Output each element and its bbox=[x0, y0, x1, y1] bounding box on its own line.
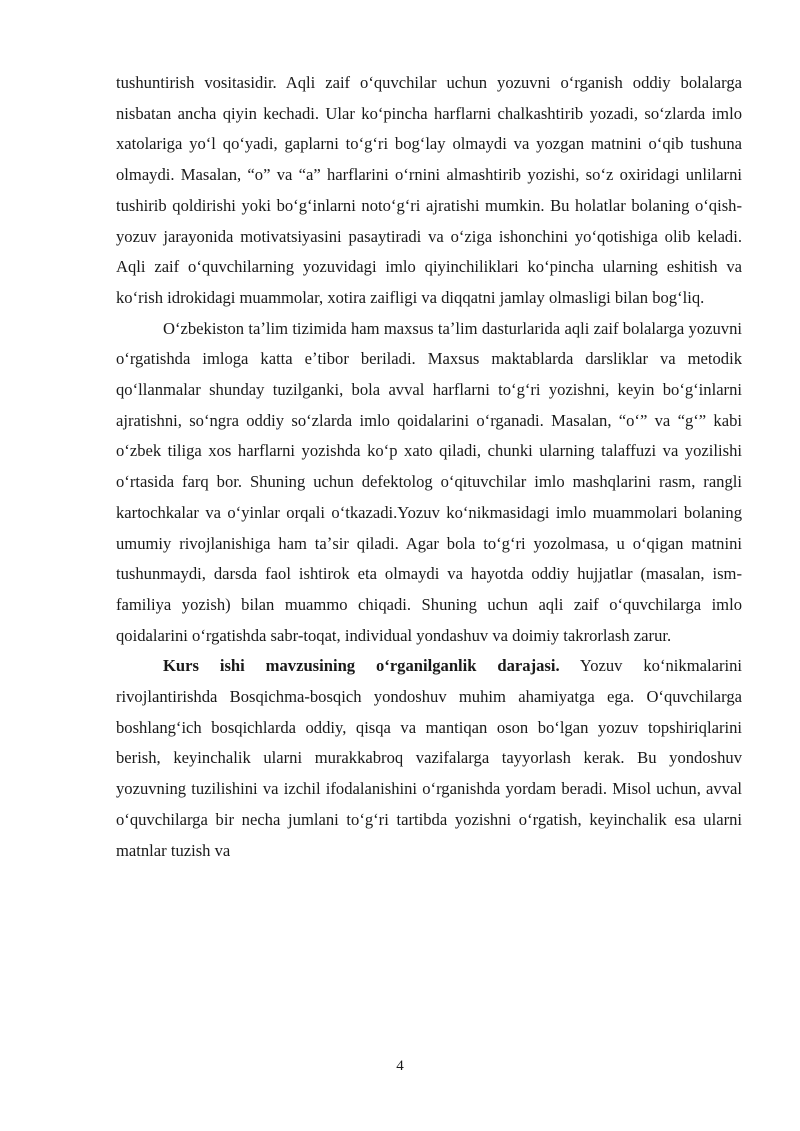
document-page bbox=[116, 68, 742, 866]
page-number: 4 bbox=[396, 1058, 404, 1074]
paragraph-study-level bbox=[116, 651, 742, 866]
section-heading: Kurs ishi mavzusining oʻrganilganlik darajasi. bbox=[163, 656, 560, 676]
paragraph-body: Yozuv koʻnikmalarini rivojlantirishda Bosqichma-bosqich yondoshuv muhim ahamiyatga ega. Oʻquvchilarga boshlangʻich bosqichlarda oddiy, qisqa va mantiqan oson boʻlgan yozuv topshiriqlarini berish, keyinchalik ularni murakkabroq vazifalarga tayyorlash kerak. Bu yondoshuv yozuvning tuzilishini va izchil ifodalanishini oʻrganishda yordam beradi. Misol uchun, avval oʻquvchilarga bir necha jumlani toʻgʻri tartibda yozishni oʻrgatish, keyinchalik esa ularni matnlar tuzish va bbox=[116, 656, 742, 860]
paragraph-uzbekistan-education: Oʻzbekiston taʼlim tizimida ham maxsus taʼlim dasturlarida aqli zaif bolalarga yozuvni oʻrgatishda imloga katta eʼtibor beriladi. Maxsus maktablarda darsliklar va metodik qoʻllanmalar shunday tuzilganki, bola avval harflarni toʻgʻri yozishni, keyin boʻgʻinlarni ajratishni, soʻngra oddiy soʻzlarda imlo qoidalarini oʻrganadi. Masalan, “oʻ” va “gʻ” kabi oʻzbek tiliga xos harflarni yozishda koʻp xato qiladi, chunki ularning talaffuzi va yozilishi oʻrtasida farq bor. Shuning uchun defektolog oʻqituvchilar imlo mashqlarini rasm, rangli kartochkalar va oʻyinlar orqali oʻtkazadi.Yozuv koʻnikmasidagi imlo muammolari bolaning umumiy rivojlanishiga ham taʼsir qiladi. Agar bola toʻgʻri yozolmasa, u oʻqigan matnini tushunmaydi, darsda faol ishtirok eta olmaydi va hayotda oddiy hujjatlar (masalan, ism-familiya yozish) bilan muammo chiqadi. Shuning uchun aqli zaif oʻquvchilarga imlo qoidalarini oʻrgatishda sabr-toqat, individual yondashuv va doimiy takrorlash zarur. bbox=[116, 318, 742, 645]
paragraph-continuation: tushuntirish vositasidir. Aqli zaif oʻquvchilar uchun yozuvni oʻrganish oddiy bolalarga nisbatan ancha qiyin kechadi. Ular koʻpincha harflarni chalkashtirib yozadi, soʻzlarda imlo xatolariga yoʻl qoʻyadi, gaplarni toʻgʻri bogʻlay olmaydi va yozgan matnini oʻqib tushuna olmaydi. Masalan, “o” va “a” harflarini oʻrnini almashtirib yozishi, soʻz oxiridagi unlilarni tushirib qoldirishi yoki boʻgʻinlarni notoʻgʻri ajratishi mumkin. Bu holatlar bolaning oʻqish-yozuv jarayonida motivatsiyasini pasaytiradi va oʻziga ishonchini yoʻqotishiga olib keladi. Aqli zaif oʻquvchilarning yozuvidagi imlo qiyinchiliklari koʻpincha ularning eshitish va koʻrish idrokidagi muammolar, xotira zaifligi va diqqatni jamlay olmasligi bilan bogʻliq. bbox=[116, 73, 742, 307]
